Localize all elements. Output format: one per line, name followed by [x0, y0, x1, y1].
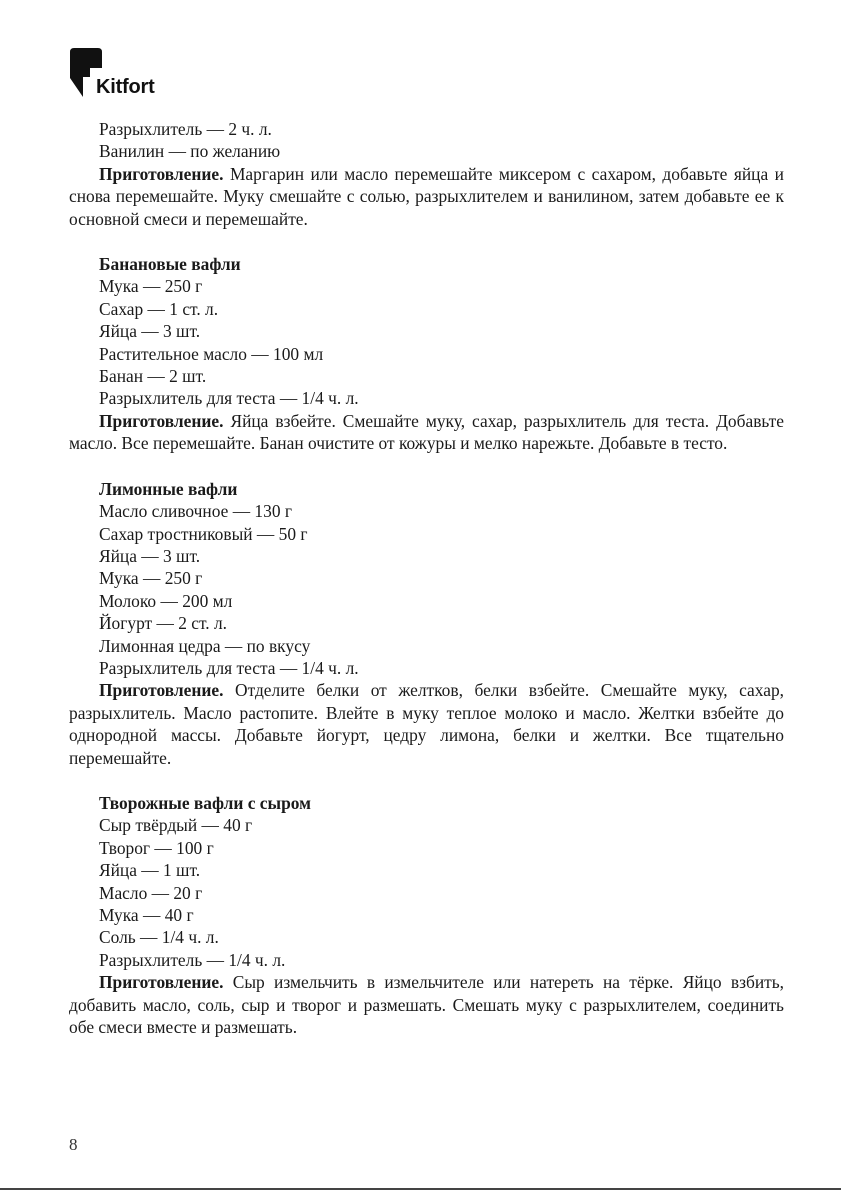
ingredient-line: Яйца — 1 шт. — [99, 860, 201, 881]
ingredient-line: Мука — 250 г — [99, 276, 203, 297]
recipe-banana-waffles — [69, 253, 784, 455]
recipe-page-content — [69, 118, 784, 1038]
preparation-paragraph — [69, 679, 784, 769]
recipe-title: Банановые вафли — [99, 254, 241, 275]
ingredient-line: Молоко — 200 мл — [99, 590, 233, 611]
ingredient-line: Разрыхлитель для теста — 1/4 ч. л. — [99, 388, 359, 409]
brand-name: Kitfort — [96, 76, 155, 98]
ingredient-line: Лимонная цедра — по вкусу — [99, 635, 311, 656]
recipe-title: Творожные вафли с сыром — [99, 792, 311, 813]
page-number: 8 — [69, 1135, 78, 1154]
ingredient-line: Сахар — 1 ст. л. — [99, 298, 219, 319]
ingredient-line: Сахар тростниковый — 50 г — [99, 523, 308, 544]
ingredient-line: Творог — 100 г — [99, 837, 214, 858]
ingredient-line: Банан — 2 шт. — [99, 366, 207, 387]
recipe-title: Лимонные вафли — [99, 478, 238, 499]
ingredient-line: Соль — 1/4 ч. л. — [99, 927, 219, 948]
ingredient-line: Мука — 250 г — [99, 568, 203, 589]
ingredient-line: Разрыхлитель — 2 ч. л. — [99, 119, 272, 139]
ingredient-line: Разрыхлитель — 1/4 ч. л. — [99, 949, 286, 970]
page-bottom-rule — [0, 1188, 841, 1190]
preparation-label: Приготовление. — [99, 680, 224, 701]
ingredient-line: Йогурт — 2 ст. л. — [99, 613, 228, 634]
preparation-paragraph — [69, 410, 784, 455]
recipe-cottage-cheese-waffles — [69, 792, 784, 1038]
ingredient-line: Масло — 20 г — [99, 882, 203, 903]
preparation-text: Маргарин или масло перемешайте миксером с сахаром, добавьте яйца и снова перемешайте. Муку смешайте с солью, разрыхлителем и ванилином, затем добавьте ее к основной смеси и перемешайте. — [69, 163, 784, 229]
preparation-paragraph — [69, 163, 784, 230]
ingredient-line: Сыр твёрдый — 40 г — [99, 815, 253, 836]
preparation-label: Приготовление. — [99, 163, 224, 184]
ingredient-line: Яйца — 3 шт. — [99, 545, 201, 566]
recipe-lemon-waffles — [69, 478, 784, 769]
preparation-text: Отделите белки от желтков, белки взбейте. Смешайте муку, сахар, разрыхлитель. Масло растопите. Влейте в муку теплое молоко и масло. Желтки взбейте до однородной массы. Добавьте йогурт, цедру лимона, белки и желтки. Все тщательно перемешайте. — [69, 680, 784, 768]
ingredient-line: Масло сливочное — 130 г — [99, 501, 292, 522]
preparation-label: Приготовление. — [99, 410, 224, 431]
ingredient-line: Яйца — 3 шт. — [99, 321, 201, 342]
ingredient-line: Мука — 40 г — [99, 905, 194, 925]
ingredient-line: Ванилин — по желанию — [99, 141, 281, 162]
kitfort-logo — [70, 48, 170, 100]
preparation-paragraph — [69, 971, 784, 1038]
preparation-label: Приготовление. — [99, 972, 224, 993]
preparation-text: Яйца взбейте. Смешайте муку, сахар, разрыхлитель для теста. Добавьте масло. Все перемешайте. Банан очистите от кожуры и мелко нарежьте. Добавьте в тесто. — [69, 410, 784, 454]
ingredient-line: Разрыхлитель для теста — 1/4 ч. л. — [99, 657, 359, 678]
preparation-text: Сыр измельчить в измельчителе или натереть на тёрке. Яйцо взбить, добавить масло, соль, сыр и творог и размешать. Смешать муку с разрыхлителем, соединить обе смеси вместе и размешать. — [69, 972, 784, 1038]
ingredient-line: Растительное масло — 100 мл — [99, 343, 324, 364]
